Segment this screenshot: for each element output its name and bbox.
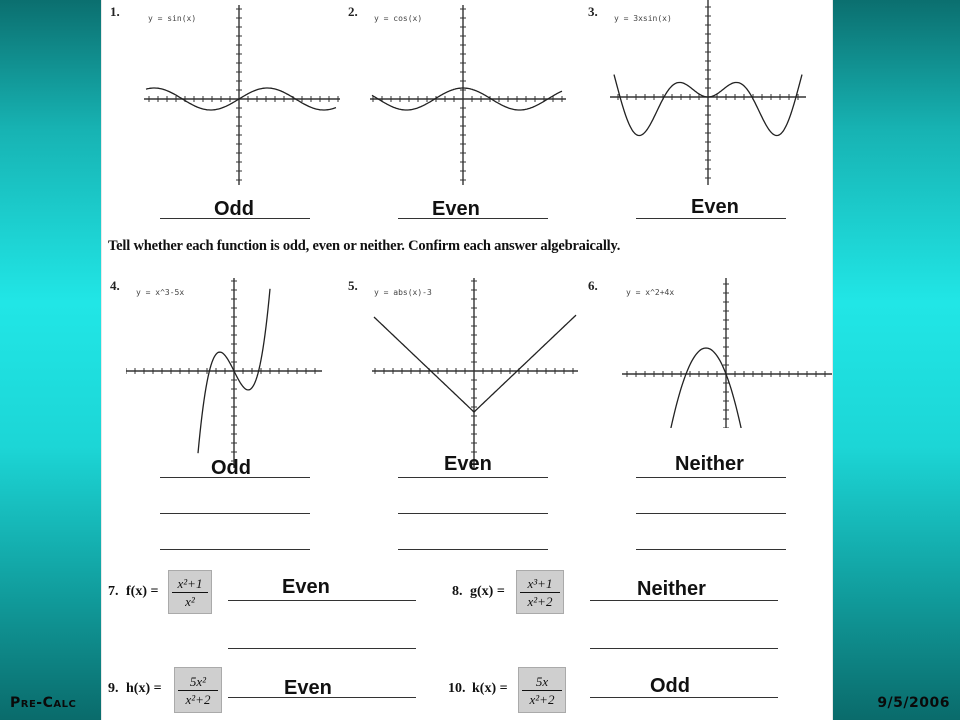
answer-line-7a: [228, 600, 416, 601]
problem-8-label: g(x) =: [470, 584, 505, 599]
graph-cubic: [126, 278, 322, 468]
problem-2-number: 2.: [348, 4, 358, 19]
problem-1-number: 1.: [110, 4, 120, 19]
problem-5-equation: y = abs(x)-3: [374, 288, 432, 297]
graph-sine: [144, 5, 340, 185]
answer-line-6c: [636, 549, 786, 550]
absolute-value-curve: [374, 315, 576, 412]
problem-8-denominator: x²+2: [527, 593, 553, 609]
problem-6-equation: y = x^2+4x: [626, 288, 675, 297]
answer-line-5a: [398, 477, 548, 478]
answer-2: Even: [432, 198, 480, 220]
problem-9-number: 9.: [108, 681, 119, 696]
problem-7-label: f(x) =: [126, 584, 159, 599]
fraction-bar: [172, 592, 208, 593]
problem-1-equation: y = sin(x): [148, 14, 197, 23]
problem-9-denominator: x²+2: [185, 691, 211, 707]
instructions: Tell whether each function is odd, even or neither. Confirm each answer algebraically.: [108, 238, 621, 254]
problem-4-equation: y = x^3-5x: [136, 288, 185, 297]
answer-line-4b: [160, 513, 310, 514]
problem-7-numerator: x²+1: [177, 575, 203, 591]
parabola-curve: [630, 348, 772, 428]
graph-absolute-value: [372, 278, 578, 468]
answer-3: Even: [691, 196, 739, 218]
problem-7-denominator: x²: [185, 593, 195, 609]
problem-9-numerator: 5x²: [189, 673, 207, 689]
answer-7: Even: [282, 576, 330, 598]
answer-line-5c: [398, 549, 548, 550]
answer-line-6a: [636, 477, 786, 478]
footer-date: 9/5/2006: [877, 695, 950, 711]
fraction-bar: [522, 690, 562, 691]
fraction-bar: [520, 592, 560, 593]
answer-8: Neither: [637, 578, 706, 600]
answer-9: Even: [284, 677, 332, 699]
worksheet: [101, 0, 833, 720]
answer-line-8b: [590, 648, 778, 649]
problem-4-number: 4.: [110, 278, 120, 293]
problem-10-label: k(x) =: [472, 681, 508, 696]
answer-1: Odd: [214, 198, 254, 220]
answer-10: Odd: [650, 675, 690, 697]
answer-line-4c: [160, 549, 310, 550]
problem-9-label: h(x) =: [126, 681, 162, 696]
answer-line-7b: [228, 648, 416, 649]
problem-7-number: 7.: [108, 584, 119, 599]
problem-8-fraction: [516, 570, 564, 614]
footer-course-title: Pre-Calc: [10, 695, 77, 711]
problem-10-denominator: x²+2: [529, 691, 555, 707]
answer-line-6b: [636, 513, 786, 514]
problem-8-number: 8.: [452, 584, 463, 599]
problem-10-numerator: 5x: [535, 673, 549, 689]
graph-cosine: [370, 5, 566, 185]
problem-2-equation: y = cos(x): [374, 14, 423, 23]
answer-4: Odd: [211, 457, 251, 479]
answer-line-5b: [398, 513, 548, 514]
graph-3xsinx: [610, 0, 806, 185]
problem-5-number: 5.: [348, 278, 358, 293]
problem-3-equation: y = 3xsin(x): [614, 14, 672, 23]
answer-5: Even: [444, 453, 492, 475]
graph-parabola: [622, 278, 832, 428]
problem-3-number: 3.: [588, 4, 598, 19]
problem-10-number: 10.: [448, 681, 466, 696]
problem-7-fraction: [168, 570, 212, 614]
answer-6: Neither: [675, 453, 744, 475]
problem-10-fraction: [518, 667, 566, 713]
problem-6-number: 6.: [588, 278, 598, 293]
fraction-bar: [178, 690, 218, 691]
problem-8-numerator: x³+1: [527, 575, 553, 591]
problem-9-fraction: [174, 667, 222, 713]
